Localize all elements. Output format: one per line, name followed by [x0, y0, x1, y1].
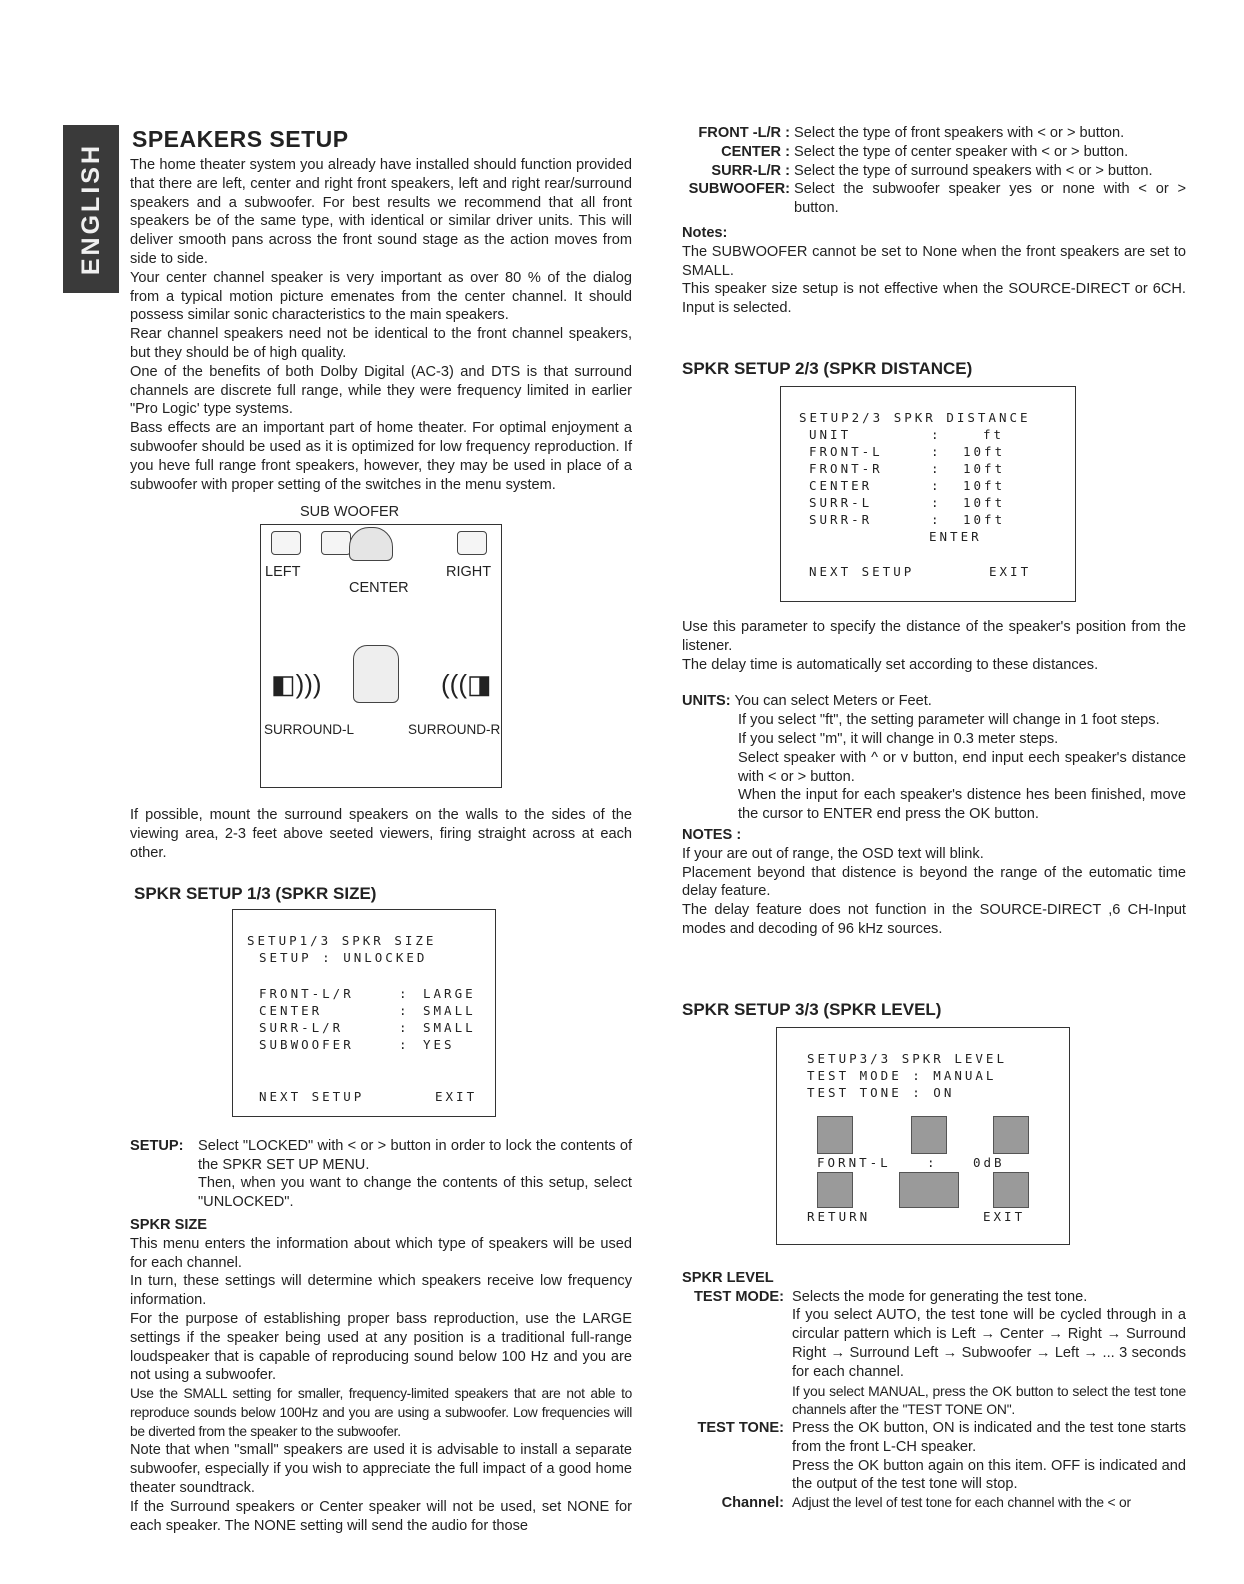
osd1-lock-status: SETUP : UNLOCKED: [259, 949, 428, 965]
setup3-heading: SPKR SETUP 3/3 (SPKR LEVEL): [682, 999, 942, 1019]
def-label: SURR-L/R :: [711, 162, 790, 179]
osd-spkr-distance: SETUP2/3 SPKR DISTANCE UNIT : ft FRONT-L : 10ft FRONT-R : 10ft CENTER : 10ft SURR-L : 10ft SURR-R : 10ft ENTER NEXT SETUP EXIT: [780, 386, 1076, 602]
osd-spkr-size: SETUP1/3 SPKR SIZE SETUP : UNLOCKED FRONT-L/R : LARGE CENTER : SMALL SURR-L/R : SMALL SUBWOOFER : YES NEXT SETUP EXIT: [232, 909, 496, 1117]
right-label: RIGHT: [446, 564, 492, 581]
surround-right-icon: (((◨: [441, 669, 492, 700]
osd2-row-key: UNIT: [809, 426, 852, 442]
subwoofer-label: SUB WOOFER: [300, 504, 400, 521]
osd-spkr-level: SETUP3/3 SPKR LEVEL TEST MODE : MANUAL TEST TONE : ON FORNT-L : 0dB RETURN EXIT: [776, 1027, 1070, 1245]
setup1-heading: SPKR SETUP 1/3 (SPKR SIZE): [134, 883, 377, 903]
osd3-channel: FORNT-L: [817, 1154, 891, 1170]
left-label: LEFT: [265, 564, 301, 581]
test-mode-label: TEST MODE:: [694, 1288, 784, 1305]
osd3-return: RETURN: [807, 1208, 871, 1224]
test-mode-text: Selects the mode for generating the test tone.: [792, 1288, 1088, 1305]
size-paragraph: In turn, these settings will determine which speakers receive low frequency information.: [130, 1273, 632, 1309]
osd2-row-value: ft: [983, 426, 1005, 442]
test-tone-text: Press the OK button again on this item. OFF is indicated and the output of the test tone will stop.: [792, 1457, 1186, 1493]
spkr-level-heading: SPKR LEVEL: [682, 1269, 774, 1286]
units-text: You can select Meters or Feet.: [734, 693, 932, 710]
speaker-left-icon: [271, 531, 301, 555]
osd1-next-setup: NEXT SETUP: [259, 1088, 365, 1104]
size-paragraph: Note that when "small" speakers are used it is advisable to install a separate subwoofer, especially if you wish to appreciate the full impact of a good home theater soundtrack.: [130, 1442, 632, 1497]
right-column: [682, 124, 1186, 1513]
test-tone-text: Press the OK button, ON is indicated and the test tone starts from the front L-CH speaker.: [792, 1420, 1186, 1455]
units-detail: Select speaker with ^ or v button, end input eech speaker's distance with < or > button.: [738, 749, 1186, 785]
level-box-front-left: [817, 1116, 853, 1154]
page-title: SPEAKERS SETUP: [132, 126, 349, 152]
note2-paragraph: The delay feature does not function in the SOURCE-DIRECT ,6 CH-Input modes and decoding of 96 kHz sources.: [682, 902, 1186, 937]
def-text: Select the type of center speaker with < or > button.: [794, 143, 1129, 160]
notes-heading: Notes:: [682, 224, 728, 241]
def-label: CENTER :: [721, 143, 790, 160]
setup-definition: [130, 1137, 632, 1212]
intro-paragraph: One of the benefits of both Dolby Digital (AC-3) and DTS is that surround channels are discrete full range, while they were frequency limited in earlier "Pro Logic' type systems.: [130, 363, 632, 418]
level-definitions: [682, 1288, 1186, 1514]
spkr-size-heading: SPKR SIZE: [130, 1216, 208, 1233]
level-box-subwoofer: [899, 1172, 959, 1208]
osd1-row-key: SUBWOOFER: [259, 1036, 354, 1052]
def-text: Select the subwoofer speaker yes or none with < or > button.: [794, 181, 1186, 217]
intro-paragraph: Bass effects are an important part of home theater. For optimal enjoyment a subwoofer should be used as it is optimized for low frequency reproduction. If you heve full range front speakers, however, they may be used in place of a subwoofer with proper setting of the switches in the menu system.: [130, 420, 632, 493]
setup-text: Select "LOCKED" with < or > button in order to lock the contents of the SPKR SET UP MENU.: [198, 1137, 632, 1173]
units-detail: If you select "ft", the setting parameter will change in 1 foot steps.: [738, 712, 1160, 729]
note-paragraph: The SUBWOOFER cannot be set to None when the front speakers are set to SMALL.: [682, 243, 1186, 279]
osd3-test-mode: TEST MODE : MANUAL: [807, 1067, 997, 1083]
intro-paragraph: Your center channel speaker is very important as over 80 % of the dialog from a typical motion picture emenates from the center channel. It should possess similar sonic characteristics to the main speakers.: [130, 269, 632, 324]
setup-text: Then, when you want to change the contents of this setup, select "UNLOCKED".: [198, 1175, 632, 1211]
size-paragraph: If the Surround speakers or Center speaker will not be used, set NONE for each speaker. The NONE setting will send the audio for those: [130, 1498, 632, 1534]
note2-paragraph: Placement beyond that distence is beyond the range of the eutomatic time delay feature.: [682, 864, 1186, 900]
mount-paragraph: If possible, mount the surround speakers on the walls to the sides of the viewing area, 2-3 feet above seeted viewers, firing straight across at each other.: [130, 807, 632, 861]
osd2-row-value: 10ft: [963, 460, 1006, 476]
osd2-row-key: SURR-L: [809, 494, 873, 510]
speaker-right-icon: [457, 531, 487, 555]
size-definitions: [682, 124, 1186, 218]
def-label: FRONT -L/R :: [698, 125, 790, 141]
size-paragraph: For the purpose of establishing proper bass reproduction, use the LARGE settings if the speaker being used at any position is a traditional full-range loudspeaker that is capable of reproducing sound below 100 Hz and you are not using a subwoofer.: [130, 1310, 632, 1384]
intro-paragraph: The home theater system you already have installed should function provided that there are left, center and right front speakers, left and right rear/surround speakers and a subwoofer. For best results we recommend that all front speakers be of the same type, with identical or similar driver units. This will deliver smooth pans across the front sound stage as the action moves from side to side.: [130, 157, 632, 267]
osd3-level: 0dB: [973, 1154, 1005, 1170]
surround-left-label: SURROUND-L: [264, 722, 355, 738]
note2-paragraph: If your are out of range, the OSD text will blink.: [682, 845, 984, 862]
channel-text: Adjust the level of test tone for each channel with the < or: [792, 1495, 1131, 1511]
osd2-row-key: SURR-R: [809, 511, 873, 527]
note-paragraph: This speaker size setup is not effective when the SOURCE-DIRECT or 6CH. Input is selected.: [682, 281, 1186, 317]
size-paragraph: This menu enters the information about which type of speakers will be used for each channel.: [130, 1235, 632, 1271]
notes2-heading: NOTES :: [682, 826, 742, 843]
osd1-row-key: CENTER: [259, 1002, 323, 1018]
distance-paragraph: Use this parameter to specify the distance of the speaker's position from the listener.: [682, 618, 1186, 654]
intro-paragraph: Rear channel speakers need not be identical to the front channel speakers, but they should be of high quality.: [130, 326, 632, 361]
test-tone-label: TEST TONE:: [697, 1420, 784, 1437]
osd2-row-value: 10ft: [963, 494, 1006, 510]
speaker-layout-diagram: [260, 524, 502, 788]
osd1-title: SETUP1/3 SPKR SIZE: [247, 932, 437, 948]
osd2-row-value: 10ft: [963, 511, 1006, 527]
surround-right-label: SURROUND-R: [408, 722, 501, 738]
osd2-enter: ENTER: [929, 528, 982, 544]
surround-left-icon: ◧))): [271, 669, 322, 700]
channel-label: Channel:: [721, 1495, 784, 1512]
osd2-row-value: 10ft: [963, 477, 1006, 493]
level-box-surround-left: [817, 1172, 853, 1208]
subwoofer-icon: [321, 531, 351, 555]
units-detail: When the input for each speaker's distence hes been finished, move the cursor to ENTER end press the OK button.: [738, 787, 1186, 823]
osd1-row-key: SURR-L/R: [259, 1019, 344, 1035]
level-box-surround-right: [993, 1172, 1029, 1208]
speaker-center-icon: [349, 527, 393, 561]
size-paragraph: Use the SMALL setting for smaller, frequency-limited speakers that are not able to reproduce sounds below 100Hz and you are using a subwoofer. Low frequencies will be diverted from the speaker to the subwoofer.: [130, 1386, 632, 1439]
level-box-center: [911, 1116, 947, 1154]
osd2-row-key: FRONT-L: [809, 443, 883, 459]
units-detail: If you select "m", it will change in 0.3 meter steps.: [738, 730, 1059, 747]
osd2-next-setup: NEXT SETUP: [809, 563, 915, 579]
osd1-row-key: FRONT-L/R: [259, 985, 354, 1001]
test-mode-text: If you select AUTO, the test tone will be cycled through in a circular pattern which is Left → Center → Right → Surround Right → Surround Left → Subwoofer → Left → ... 3 seconds for each channel.: [792, 1307, 1186, 1380]
osd2-row-value: 10ft: [963, 443, 1006, 459]
osd2-row-key: CENTER: [809, 477, 873, 493]
level-box-front-right: [993, 1116, 1029, 1154]
left-column: [130, 126, 632, 1535]
osd2-exit: EXIT: [989, 563, 1032, 579]
setup2-heading: SPKR SETUP 2/3 (SPKR DISTANCE): [682, 358, 973, 378]
language-tab: [63, 125, 119, 293]
def-label: SUBWOOFER:: [688, 181, 790, 198]
listener-icon: [353, 645, 399, 703]
test-mode-text: If you select MANUAL, press the OK button to select the test tone channels after the "TEST TONE ON".: [792, 1382, 1186, 1418]
osd3-test-tone: TEST TONE : ON: [807, 1084, 955, 1100]
center-label: CENTER: [349, 580, 409, 597]
osd1-row-value: LARGE: [423, 985, 476, 1001]
def-text: Select the type of surround speakers with < or > button.: [794, 162, 1153, 179]
osd2-row-key: FRONT-R: [809, 460, 883, 476]
osd1-exit: EXIT: [435, 1088, 478, 1104]
def-text: Select the type of front speakers with < or > button.: [794, 125, 1125, 141]
distance-paragraph: The delay time is automatically set according to these distances.: [682, 656, 1099, 673]
setup-label: SETUP:: [130, 1137, 184, 1154]
language-tab-label: ENGLISH: [76, 142, 105, 276]
osd1-row-value: SMALL: [423, 1019, 476, 1035]
osd3-title: SETUP3/3 SPKR LEVEL: [807, 1050, 1007, 1066]
units-label: UNITS:: [682, 693, 731, 710]
osd3-exit: EXIT: [983, 1208, 1026, 1224]
units-details: [682, 711, 1186, 824]
osd1-row-value: SMALL: [423, 1002, 476, 1018]
osd2-title: SETUP2/3 SPKR DISTANCE: [799, 409, 1031, 425]
osd1-row-value: YES: [423, 1036, 455, 1052]
